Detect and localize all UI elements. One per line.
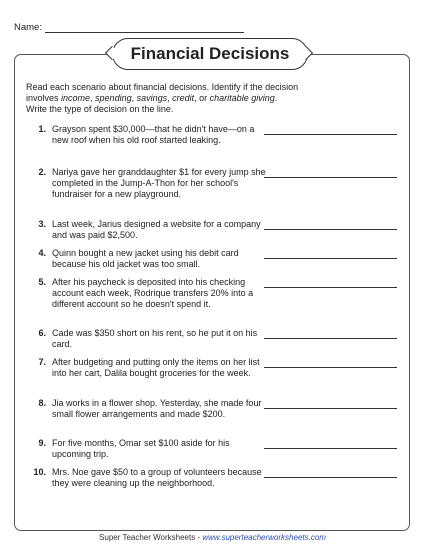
term-credit: credit bbox=[172, 93, 195, 103]
question-text: Grayson spent $30,000—that he didn't have—on a new roof when his old roof started leaking. bbox=[52, 124, 255, 145]
question-text: Cade was $350 short on his rent, so he put it on his card. bbox=[52, 328, 258, 349]
answer-line-8[interactable] bbox=[264, 408, 397, 409]
worksheet-title: Financial Decisions bbox=[112, 38, 308, 70]
name-blank-line[interactable] bbox=[45, 22, 244, 33]
instructions bbox=[26, 82, 398, 115]
answer-line-7[interactable] bbox=[264, 367, 397, 368]
question-text: Jia works in a flower shop. Yesterday, she made four small flower arrangements and made $200. bbox=[52, 398, 262, 419]
question-text: Mrs. Noe gave $50 to a group of volunteers because they were cleaning up the neighborhood. bbox=[52, 467, 262, 488]
question-number: 9. bbox=[38, 438, 46, 448]
question-number: 2. bbox=[38, 167, 46, 177]
question-text: Last week, Jarius designed a website for a company and was paid $2,500. bbox=[52, 219, 261, 240]
question-text: Nariya gave her granddaughter $1 for every jump she completed in the Jump-A-Thon for her school's fundraiser for a new playground. bbox=[52, 167, 266, 199]
answer-line-3[interactable] bbox=[264, 229, 397, 230]
answer-line-6[interactable] bbox=[264, 338, 397, 339]
question-number: 10. bbox=[33, 467, 46, 477]
instructions-line-2: involves income, spending, savings, credit, or charitable giving. bbox=[26, 93, 278, 103]
answer-line-1[interactable] bbox=[264, 134, 397, 135]
term-savings: savings bbox=[136, 93, 168, 103]
question-text: Quinn bought a new jacket using his debit card because his old jacket was too small. bbox=[52, 248, 239, 269]
footer-brand: Super Teacher Worksheets - bbox=[99, 533, 203, 542]
question-number: 5. bbox=[38, 277, 46, 287]
answer-line-10[interactable] bbox=[264, 477, 397, 478]
instructions-line-1: Read each scenario about financial decisions. Identify if the decision bbox=[26, 82, 299, 92]
name-field-row bbox=[14, 22, 244, 33]
question-text: After his paycheck is deposited into his checking account each week, Rodrique transfers 20% into a different account so he doesn't spend it. bbox=[52, 277, 254, 309]
footer bbox=[0, 533, 425, 542]
question-number: 8. bbox=[38, 398, 46, 408]
answer-line-2[interactable] bbox=[264, 177, 397, 178]
term-charitable-giving: charitable giving bbox=[209, 93, 275, 103]
answer-line-5[interactable] bbox=[264, 287, 397, 288]
question-number: 4. bbox=[38, 248, 46, 258]
instructions-line-3: Write the type of decision on the line. bbox=[26, 104, 174, 114]
question-number: 1. bbox=[38, 124, 46, 134]
answer-line-4[interactable] bbox=[264, 258, 397, 259]
footer-url-link[interactable]: www.superteacherworksheets.com bbox=[202, 533, 326, 542]
question-number: 7. bbox=[38, 357, 46, 367]
question-text: After budgeting and putting only the items on her list into her cart, Dalila bought groceries for the week. bbox=[52, 357, 260, 378]
answer-line-9[interactable] bbox=[264, 448, 397, 449]
term-income: income bbox=[61, 93, 91, 103]
question-number: 6. bbox=[38, 328, 46, 338]
question-text: For five months, Omar set $100 aside for his upcoming trip. bbox=[52, 438, 230, 459]
name-label: Name: bbox=[14, 22, 42, 33]
question-number: 3. bbox=[38, 219, 46, 229]
term-spending: spending bbox=[95, 93, 132, 103]
